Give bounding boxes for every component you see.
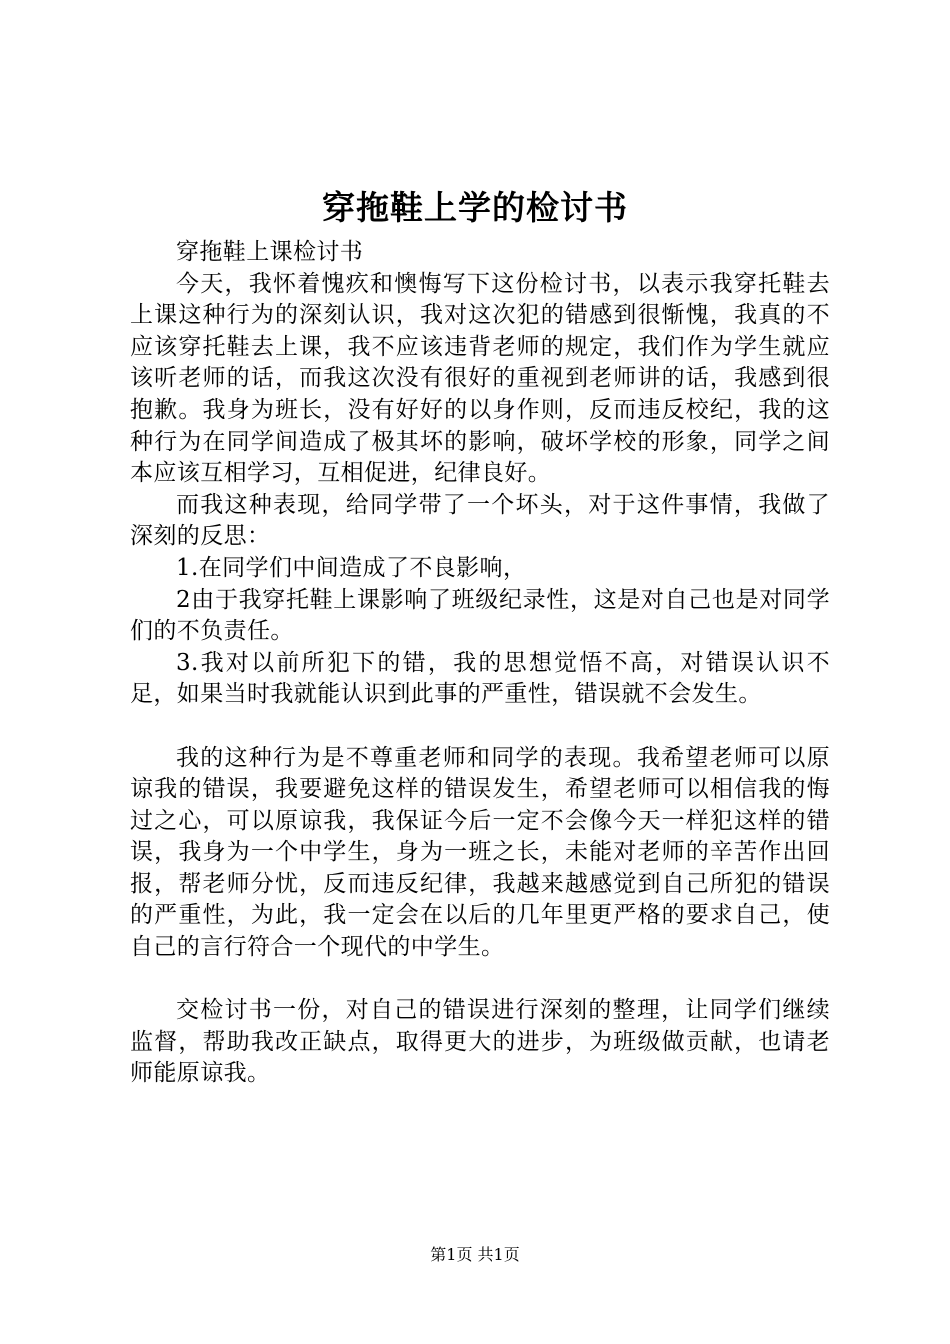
page-footer: 第1页 共1页 bbox=[430, 1245, 520, 1264]
paragraph-intro: 今天，我怀着愧疚和懊悔写下这份检讨书，以表示我穿托鞋去上课这种行为的深刻认识，我对这次犯的错感到很惭愧，我真的不应该穿托鞋去上课，我不应该违背老师的规定，我们作为学生就应该听老师的话，而我这次没有很好的重视到老师讲的话，我感到很抱歉。我身为班长，没有好好的以身作则，反而违反校纪，我的这种行为在同学间造成了极其坏的影响，破坏学校的形象，同学之间本应该互相学习，互相促进，纪律良好。 bbox=[130, 270, 830, 487]
document-body bbox=[130, 237, 830, 1090]
list-item-2: 2由于我穿托鞋上课影响了班级纪录性，这是对自己也是对同学们的不负责任。 bbox=[130, 586, 830, 645]
document-subtitle: 穿拖鞋上课检讨书 bbox=[176, 239, 364, 265]
list-item-3: 3.我对以前所犯下的错，我的思想觉悟不高，对错误认识不足，如果当时我就能认识到此事的严重性，错误就不会发生。 bbox=[130, 649, 830, 708]
list-item-1: 1.在同学们中间造成了不良影响， bbox=[176, 554, 527, 581]
paragraph-closing: 交检讨书一份，对自己的错误进行深刻的整理，让同学们继续监督，帮助我改正缺点，取得更大的进步，为班级做贡献，也请老师能原谅我。 bbox=[130, 997, 830, 1087]
paragraph-apology: 我的这种行为是不尊重老师和同学的表现。我希望老师可以原谅我的错误，我要避免这样的错误发生，希望老师可以相信我的悔过之心，可以原谅我，我保证今后一定不会像今天一样犯这样的错误，我身为一个中学生，身为一班之长，未能对老师的辛苦作出回报，帮老师分忧，反而违反纪律，我越来越感觉到自己所犯的错误的严重性，为此，我一定会在以后的几年里更严格的要求自己，使自己的言行符合一个现代的中学生。 bbox=[130, 744, 830, 961]
paragraph-reflection: 而我这种表现，给同学带了一个坏头，对于这件事情，我做了深刻的反思： bbox=[130, 491, 830, 550]
document-title: 穿拖鞋上学的检讨书 bbox=[322, 188, 628, 227]
